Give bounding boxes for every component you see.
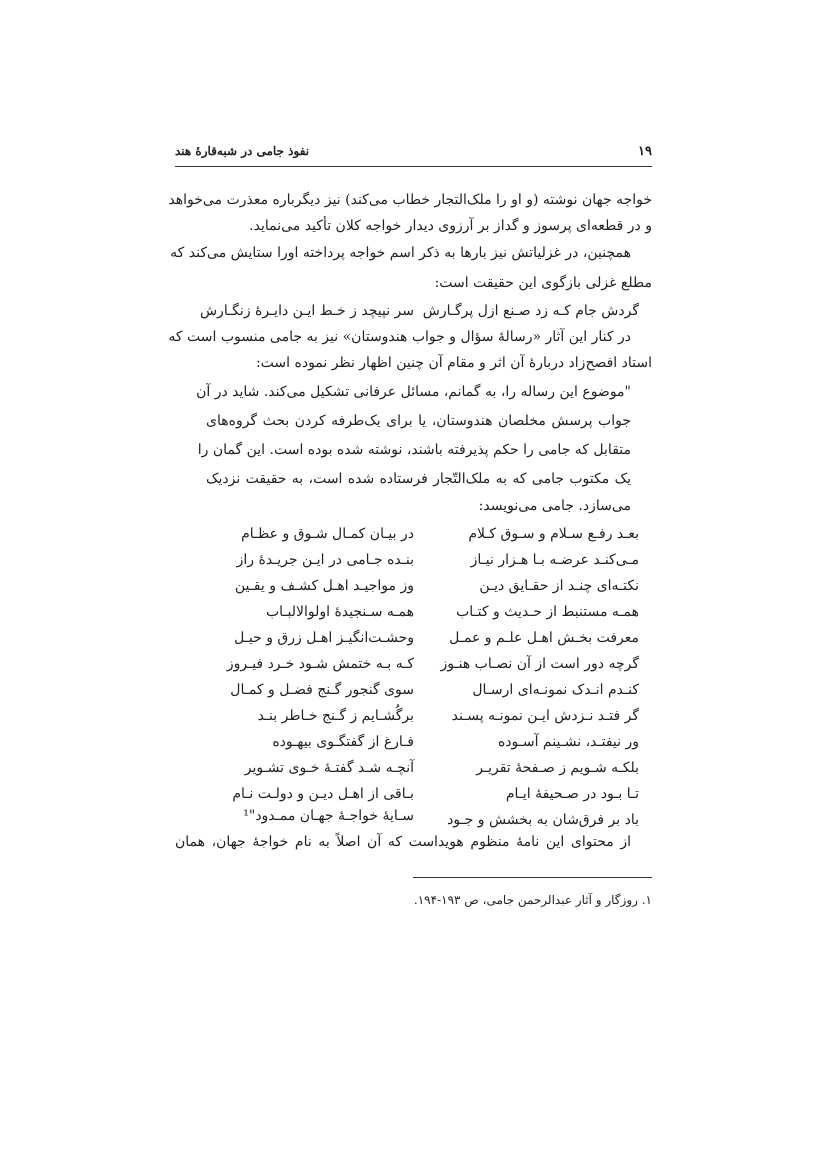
paragraph-line: و در قطعه‌ای پرسوز و گداز بر آرزوی دیدار خواجه کلان تأکید می‌نماید. (249, 218, 652, 234)
quote-line: جواب پرسش مخلصان هندوستان، یا برای یک‌طرفه کردن بحث گروه‌های (206, 413, 631, 429)
poem-hemistich-right: همـه مستنبط از حـدیث و کتـاب (456, 604, 639, 620)
paragraph-line: خواجه جهان نوشته (و او را ملک‌التجار خطاب می‌کند) نیز دیگرباره معذرت می‌خواهد (168, 192, 652, 208)
poem-hemistich-left: سـایهٔ خواجـهٔ جهـان ممـدود"¹ (243, 808, 414, 824)
poem-hemistich-left: سوی گنجور گـنج فضـل و کمـال (230, 682, 414, 698)
poem-hemistich-left: وحشـت‌انگیـز اهـل زرق و حیـل (234, 630, 414, 646)
poem-hemistich-right: نکتـه‌ای چنـد از حقـایق دیـن (479, 578, 639, 594)
poem-hemistich-left: در بیـان کمـال شـوق و عظـام (241, 526, 414, 542)
quote-line: متقابل که جامی را حکم پذیرفته باشند، نوشته شده بوده است. این گمان را (197, 442, 631, 458)
running-title: نفوذ جامی در شبه‌قارهٔ هند (175, 144, 310, 158)
poem-hemistich-left: برگُشـایم ز گـنج خـاطر بنـد (257, 708, 414, 724)
footnote-divider (413, 877, 652, 878)
poem-hemistich-left: کـه بـه ختمش شـود خـرد فیـروز (226, 656, 414, 672)
couplet-hemistich-left: سر نپیچد ز خـط ایـن دایـرهٔ زنگـارش (199, 303, 414, 319)
poem-hemistich-right: کنـدم انـدک نمونـه‌ای ارسـال (472, 682, 639, 698)
poem-hemistich-right: بلکـه شـویم ز صـفحهٔ تقریـر (476, 760, 639, 776)
poem-hemistich-right: مـی‌کنـد عرضـه بـا هـزار نیـاز (470, 552, 639, 568)
running-header (175, 144, 652, 166)
paragraph-line: مطلع غزلی بازگوی این حقیقت است: (434, 275, 652, 291)
poem-hemistich-right: گرچه دور است از آن نصـاب هنـوز (440, 656, 639, 672)
poem-hemistich-right: معرفت بخـش اهـل علـم و عمـل (449, 630, 639, 646)
paragraph-line: همچنین، در غزلیاتش نیز بارها به ذکر اسم خواجه پرداخته اورا ستایش می‌کند که (170, 245, 631, 261)
poem-hemistich-right: تـا بـود در صـحیفهٔ ایـام (505, 786, 639, 802)
poem-hemistich-left: آنچـه شـد گفتـهٔ خـوی تشـویر (244, 760, 414, 776)
poem-hemistich-left: فـارغ از گفتگـوی بیهـوده (272, 734, 414, 750)
header-divider (175, 166, 652, 167)
quote-line: می‌سازد. جامی می‌نویسد: (478, 498, 631, 514)
poem-hemistich-right: بعـد رفـع سـلام و سـوق کـلام (468, 526, 639, 542)
poem-hemistich-left: بنـده جـامی در ایـن جریـدهٔ راز (236, 552, 414, 568)
couplet-hemistich-right: گردش جام کـه زد صـنع ازل پرگـارش (422, 303, 639, 319)
poem-hemistich-right: گر فتـد نـزدش ایـن نمونـه پسـند (451, 708, 639, 724)
poem-hemistich-left: وز مواجیـد اهـل کشـف و یقـین (234, 578, 414, 594)
paragraph-line: در کنار این آثار «رسالهٔ سؤال و جواب هندوستان» نیز به جامی منسوب است که (168, 329, 631, 345)
paragraph-line: استاد افصح‌زاد دربارهٔ آن اثر و مقام آن چنین اظهار نظر نموده است: (255, 355, 652, 371)
poem-hemistich-right: باد بر فرق‌شان به بخشش و جـود (447, 812, 639, 828)
page-number: ۱۹ (638, 144, 652, 159)
poem-hemistich-left: بـاقی از اهـل دیـن و دولـت نـام (232, 786, 414, 802)
poem-hemistich-right: ور نیفتـد، نشـینم آسـوده (497, 734, 639, 750)
paragraph-line: از محتوای این نامهٔ منظوم هویداست که آن اصلاً به نام خواجهٔ جهان، همان (175, 834, 631, 850)
quote-line: "موضوع این رساله را، به گمانم، مسائل عرفانی تشکیل می‌کند. شاید در آن (196, 384, 631, 400)
quote-line: یک مکتوب جامی که به ملک‌التّجار فرستاده شده است، به حقیقت نزدیک (206, 471, 631, 487)
footnote: ۱. روزگار و آثار عبدالرحمن جامی، ص ۱۹۳-۱۹۴. (413, 893, 652, 907)
poem-hemistich-left: همـه سـنجیدهٔ اولوالالبـاب (265, 604, 414, 620)
